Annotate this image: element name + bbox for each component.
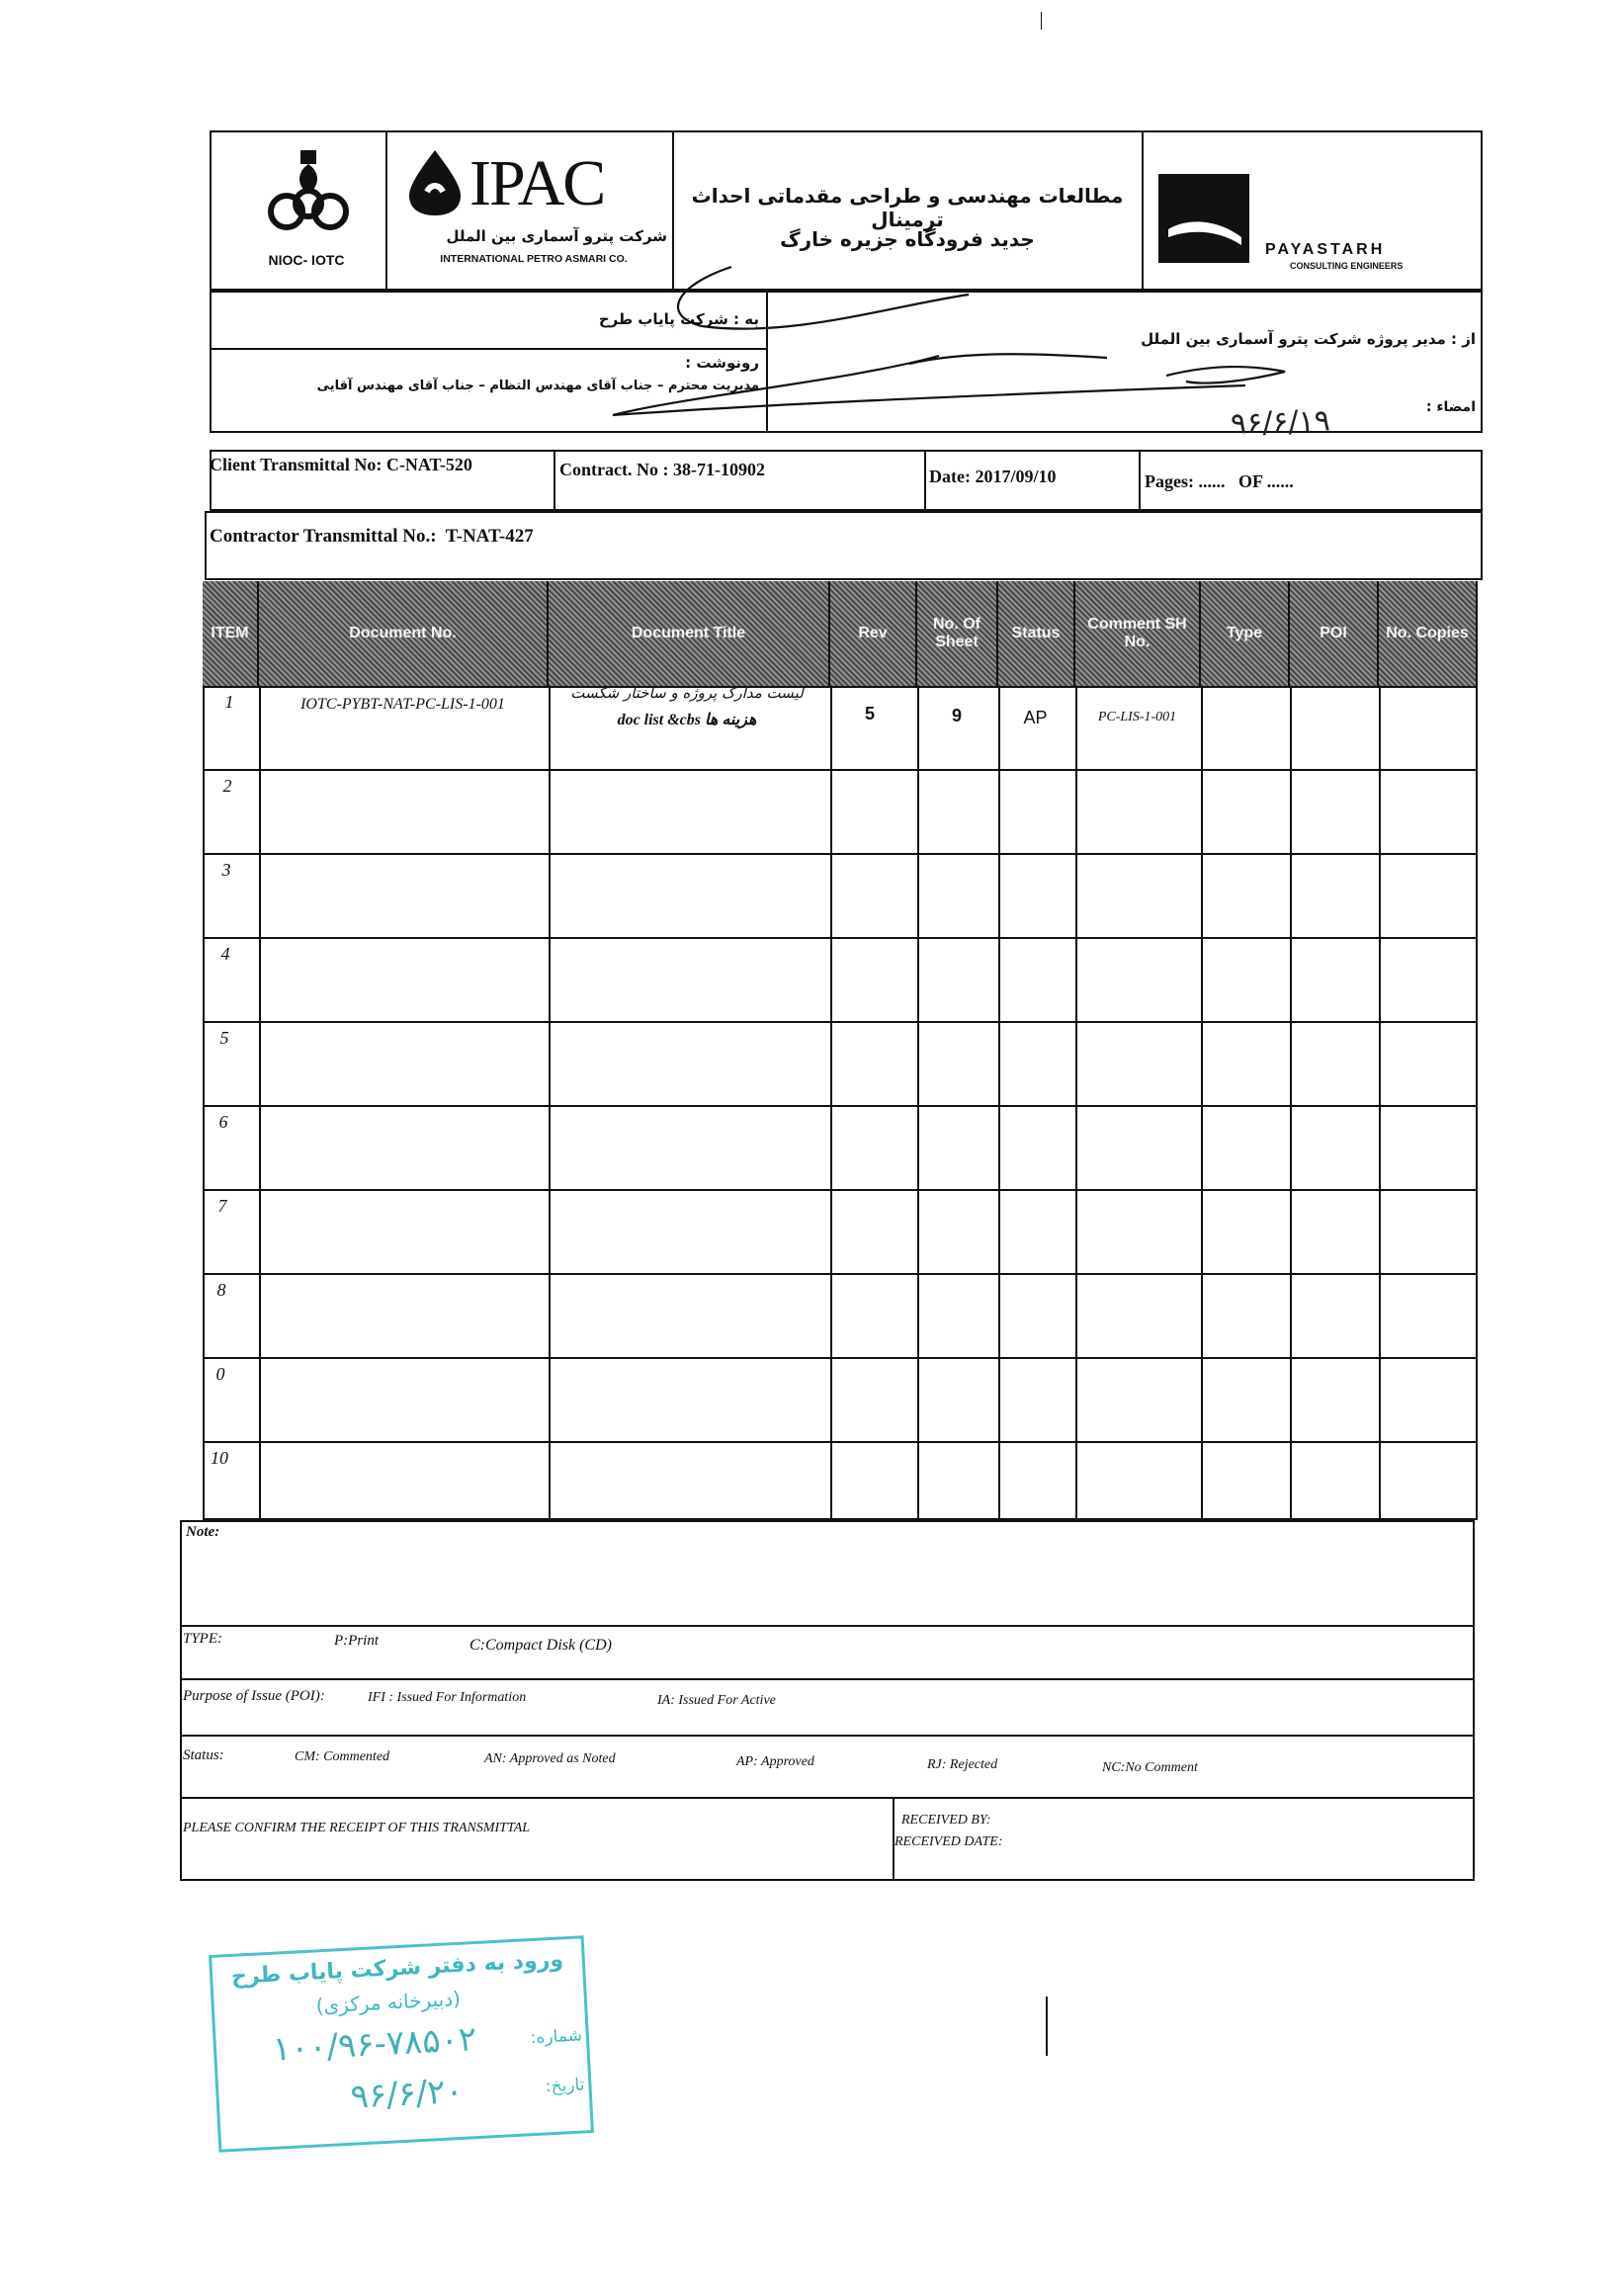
from-sender: از : مدیر پروژه شرکت پترو آسماری بین الملل [1141, 330, 1476, 348]
project-title-line2: جدید فرودگاه جزیره خارگ [780, 227, 1035, 251]
to-company: به : شرکت پایاب طرح [598, 310, 759, 328]
column-header-rev: Rev [830, 581, 917, 686]
row1-item: 1 [224, 692, 234, 712]
poi-label: Purpose of Issue (POI): [183, 1688, 325, 1704]
payastarh-subtitle: CONSULTING ENGINEERS [1290, 261, 1404, 271]
row10-item: 10 [211, 1448, 228, 1468]
table-row-divider [203, 1105, 1478, 1107]
row8-item: 8 [216, 1280, 226, 1300]
table-column-divider [1075, 686, 1077, 1520]
row1-document-title-line2: doc list &cbs هزینه ها [617, 712, 757, 728]
table-column-divider [917, 686, 919, 1520]
column-header-comment-sh-no: Comment SH No. [1075, 581, 1201, 686]
received-date: RECEIVED DATE: [895, 1834, 1003, 1849]
row1-document-title: لیست مدارک پروژه و ساختار شکست [570, 684, 804, 702]
table-row-divider [203, 937, 1478, 939]
poi-ia: IA: Issued For Active [657, 1693, 776, 1708]
stamp-number-value: ۱۰۰/۹۶-۷۸۵۰۲ [271, 2019, 478, 2070]
table-column-divider [1201, 686, 1203, 1520]
signature-label: امضاء : [1425, 399, 1476, 415]
table-row-divider [203, 1273, 1478, 1275]
column-header-no-copies: No. Copies [1379, 581, 1478, 686]
table-column-divider [259, 686, 261, 1520]
cc-recipients: مدیریت محترم – جناب آقای مهندس التظام – جناب آقای مهندس آقایی [316, 379, 759, 393]
pages-count: Pages: ...... OF ...... [1145, 471, 1294, 491]
transmittal-date: Date: 2017/09/10 [929, 467, 1057, 486]
table-column-divider [549, 686, 551, 1520]
row1-sheets: 9 [951, 706, 962, 725]
receipt-stamp [209, 1935, 594, 2153]
table-row-divider [203, 686, 1478, 688]
poi-ifi: IFI : Issued For Information [368, 1690, 527, 1705]
contract-no: Contract. No : 38-71-10902 [559, 460, 765, 479]
status-no-comment: NC:No Comment [1102, 1760, 1198, 1775]
status-label: Status: [183, 1747, 224, 1763]
client-transmittal-no: Client Transmittal No: C-NAT-520 [210, 455, 472, 474]
column-header-no-of-sheet: No. Of Sheet [917, 581, 998, 686]
table-column-divider [1290, 686, 1292, 1520]
row4-item: 4 [220, 944, 230, 964]
scan-artifact-mark [1041, 12, 1042, 30]
scan-artifact-mark [1046, 1997, 1048, 2056]
ipac-name-fa: شرکت پترو آسماری بین الملل [446, 227, 667, 245]
table-row-divider [203, 1021, 1478, 1023]
handwritten-date: ۹۶/۶/۱۹ [1230, 403, 1331, 442]
row1-rev: 5 [864, 704, 875, 723]
table-row-divider [203, 1189, 1478, 1191]
column-header-item: ITEM [203, 581, 259, 686]
stamp-subtitle: (دبیرخانه مرکزی) [315, 1986, 462, 2018]
row9-item: 0 [215, 1364, 225, 1384]
table-row-divider [203, 769, 1478, 771]
row3-item: 3 [221, 860, 231, 880]
status-approved: AP: Approved [736, 1754, 814, 1769]
column-header-poi: POI [1290, 581, 1379, 686]
stamp-date-label: تاریخ: [545, 2075, 585, 2097]
type-label: TYPE: [183, 1631, 223, 1647]
ipac-drop-icon [405, 148, 465, 217]
column-header-status: Status [998, 581, 1075, 686]
row1-comment-sh: PC-LIS-1-001 [1097, 710, 1177, 724]
payastarh-name: PAYASTARH [1265, 241, 1386, 258]
table-column-divider [1379, 686, 1381, 1520]
row1-status: AP [1023, 708, 1048, 727]
nioc-label: NIOC- IOTC [268, 252, 345, 268]
status-commented: CM: Commented [295, 1749, 390, 1764]
column-header-document-no: Document No. [259, 581, 549, 686]
table-row-divider [203, 1441, 1478, 1443]
stamp-title: ورود به دفتر شرکت پایاب طرح [230, 1947, 564, 1990]
row6-item: 6 [218, 1112, 228, 1132]
nioc-logo [259, 142, 358, 241]
table-row-divider [203, 853, 1478, 855]
received-by: RECEIVED BY: [901, 1813, 991, 1828]
ipac-logo-text: IPAC [469, 147, 605, 219]
confirm-receipt: PLEASE CONFIRM THE RECEIPT OF THIS TRANSMITTAL [183, 1821, 531, 1835]
stamp-number-label: شماره: [530, 2025, 583, 2049]
project-title-line1: مطالعات مهندسی و طراحی مقدماتی احداث ترمینال [691, 184, 1124, 231]
contractor-transmittal-no: Contractor Transmittal No.: T-NAT-427 [210, 526, 534, 547]
row5-item: 5 [219, 1028, 229, 1048]
row2-item: 2 [222, 776, 232, 796]
stamp-date-value: ۹۶/۶/۲۰ [349, 2071, 465, 2117]
row1-document-no: IOTC-PYBT-NAT-PC-LIS-1-001 [300, 696, 505, 713]
status-rejected: RJ: Rejected [927, 1757, 998, 1772]
column-header-document-title: Document Title [549, 581, 830, 686]
column-header-type: Type [1201, 581, 1290, 686]
type-print: P:Print [334, 1633, 379, 1649]
note-label: Note: [186, 1524, 220, 1540]
table-column-divider [830, 686, 832, 1520]
cc-label: رونوشت : [685, 354, 759, 372]
ipac-name-en: INTERNATIONAL PETRO ASMARI CO. [440, 253, 628, 265]
row7-item: 7 [217, 1196, 227, 1216]
type-compact-disk: C:Compact Disk (CD) [469, 1637, 612, 1654]
table-row-divider [203, 1357, 1478, 1359]
status-approved-as-noted: AN: Approved as Noted [484, 1751, 616, 1766]
table-column-divider [998, 686, 1000, 1520]
